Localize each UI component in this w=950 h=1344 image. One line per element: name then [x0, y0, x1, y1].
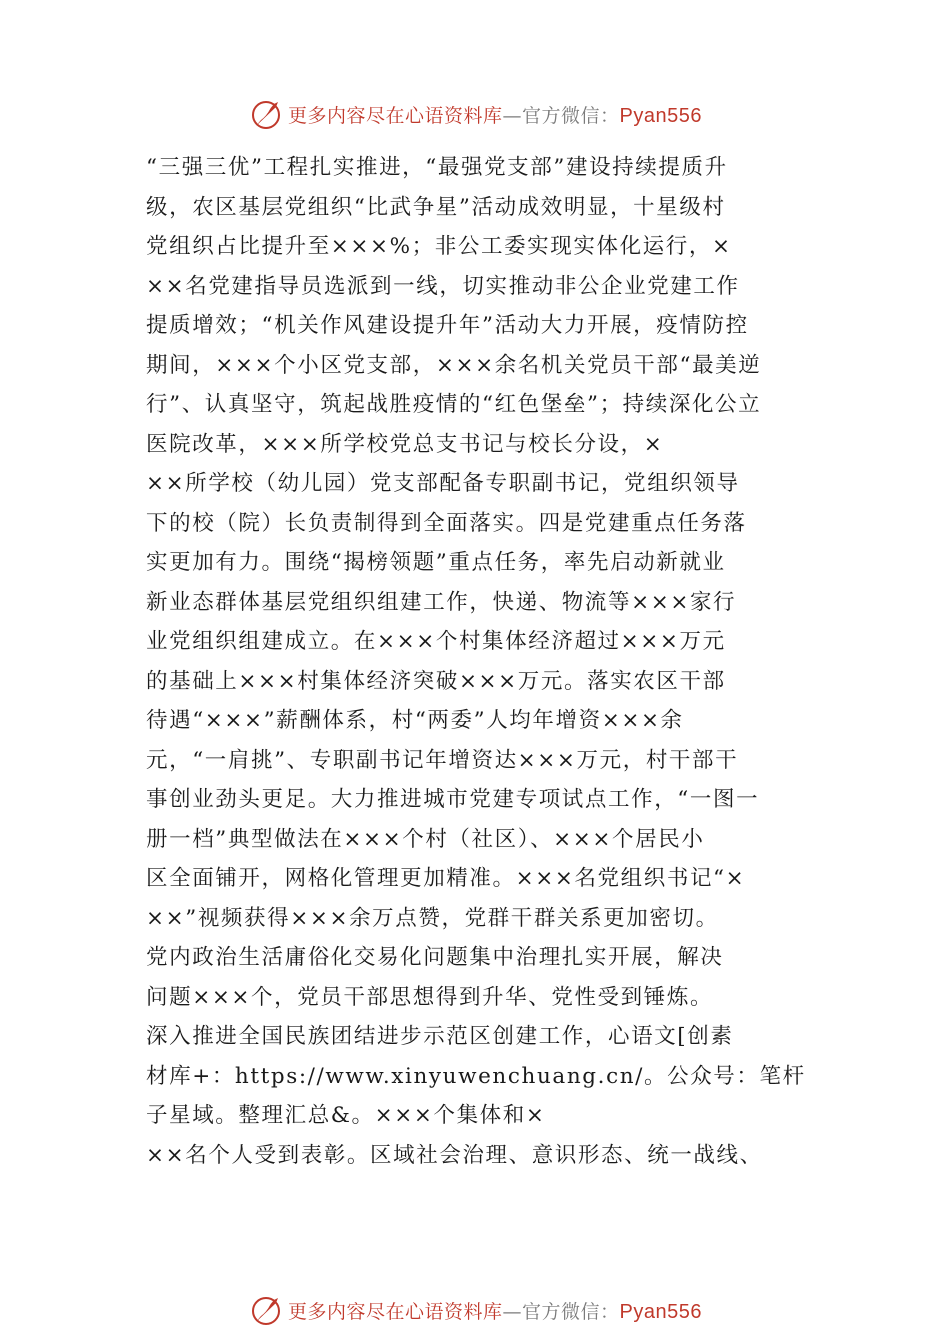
- header-banner-text: [288, 101, 702, 128]
- body-line: 事创业劲头更足。大力推进城市党建专项试点工作，“一图一: [146, 787, 760, 812]
- document-body: [146, 148, 810, 1175]
- body-line: 下的校（院）长负责制得到全面落实。四是党建重点任务落: [146, 510, 747, 536]
- footer-banner: [0, 1290, 950, 1330]
- header-banner-separator: —: [502, 104, 523, 127]
- body-line: “三强三优”工程扎实推进，“最强党支部”建设持续提质升: [146, 155, 728, 180]
- footer-banner-separator: —: [502, 1300, 523, 1323]
- body-line: 医院改革，×××所学校党总支书记与校长分设，×: [146, 431, 664, 457]
- quill-pen-icon: [248, 96, 284, 132]
- header-banner: [0, 94, 950, 134]
- header-banner-handle: Pyan556: [619, 104, 702, 127]
- body-line: 期间，×××个小区党支部，×××余名机关党员干部“最美逆: [146, 352, 762, 378]
- header-banner-main: 更多内容尽在心语资料库: [288, 104, 503, 127]
- body-line: 元，“一肩挑”、专职副书记年增资达×××万元，村干部干: [146, 747, 739, 773]
- body-line: 子星域。整理汇总&。×××个集体和×: [146, 1103, 546, 1128]
- body-line: 实更加有力。围绕“揭榜领题”重点任务，率先启动新就业: [146, 550, 726, 575]
- body-line: 党组织占比提升至×××%；非公工委实现实体化运行，×: [146, 234, 732, 259]
- body-line: ××”视频获得×××余万点赞，党群干群关系更加密切。: [146, 905, 719, 931]
- body-line: 深入推进全国民族团结进步示范区创建工作，心语文[创素: [146, 1024, 734, 1049]
- body-line: 材库+：https://www.xinyuwenchuang.cn/。公众号：笔杆: [146, 1063, 806, 1089]
- footer-banner-main: 更多内容尽在心语资料库: [288, 1300, 503, 1323]
- body-line: ××所学校（幼儿园）党支部配备专职副书记，党组织领导: [146, 471, 740, 496]
- body-line: 问题×××个，党员干部思想得到升华、党性受到锤炼。: [146, 984, 714, 1010]
- body-line: ××名个人受到表彰。区域社会治理、意识形态、统一战线、: [146, 1142, 763, 1168]
- header-banner-label: 官方微信：: [522, 104, 620, 127]
- body-line: 区全面铺开，网格化管理更加精准。×××名党组织书记“×: [146, 866, 746, 891]
- body-line: 新业态群体基层党组织组建工作，快递、物流等×××家行: [146, 589, 737, 615]
- body-line: 的基础上×××村集体经济突破×××万元。落实农区干部: [146, 668, 726, 694]
- body-line: 待遇“×××”薪酬体系，村“两委”人均年增资×××余: [146, 708, 684, 733]
- body-line: 级，农区基层党组织“比武争星”活动成效明显，十星级村: [146, 194, 726, 220]
- body-line: 提质增效；“机关作风建设提升年”活动大力开展，疫情防控: [146, 313, 749, 338]
- footer-banner-text: [288, 1297, 702, 1324]
- footer-banner-handle: Pyan556: [619, 1300, 702, 1323]
- body-line: 行”、认真坚守，筑起战胜疫情的“红色堡垒”；持续深化公立: [146, 392, 762, 417]
- quill-pen-icon: [248, 1292, 284, 1328]
- body-line: ××名党建指导员选派到一线，切实推动非公企业党建工作: [146, 273, 740, 299]
- body-line: 业党组织组建成立。在×××个村集体经济超过×××万元: [146, 629, 726, 654]
- footer-banner-label: 官方微信：: [522, 1300, 620, 1323]
- body-line: 党内政治生活庸俗化交易化问题集中治理扎实开展，解决: [146, 945, 724, 970]
- body-line: 册一档”典型做法在×××个村（社区）、×××个居民小: [146, 826, 705, 852]
